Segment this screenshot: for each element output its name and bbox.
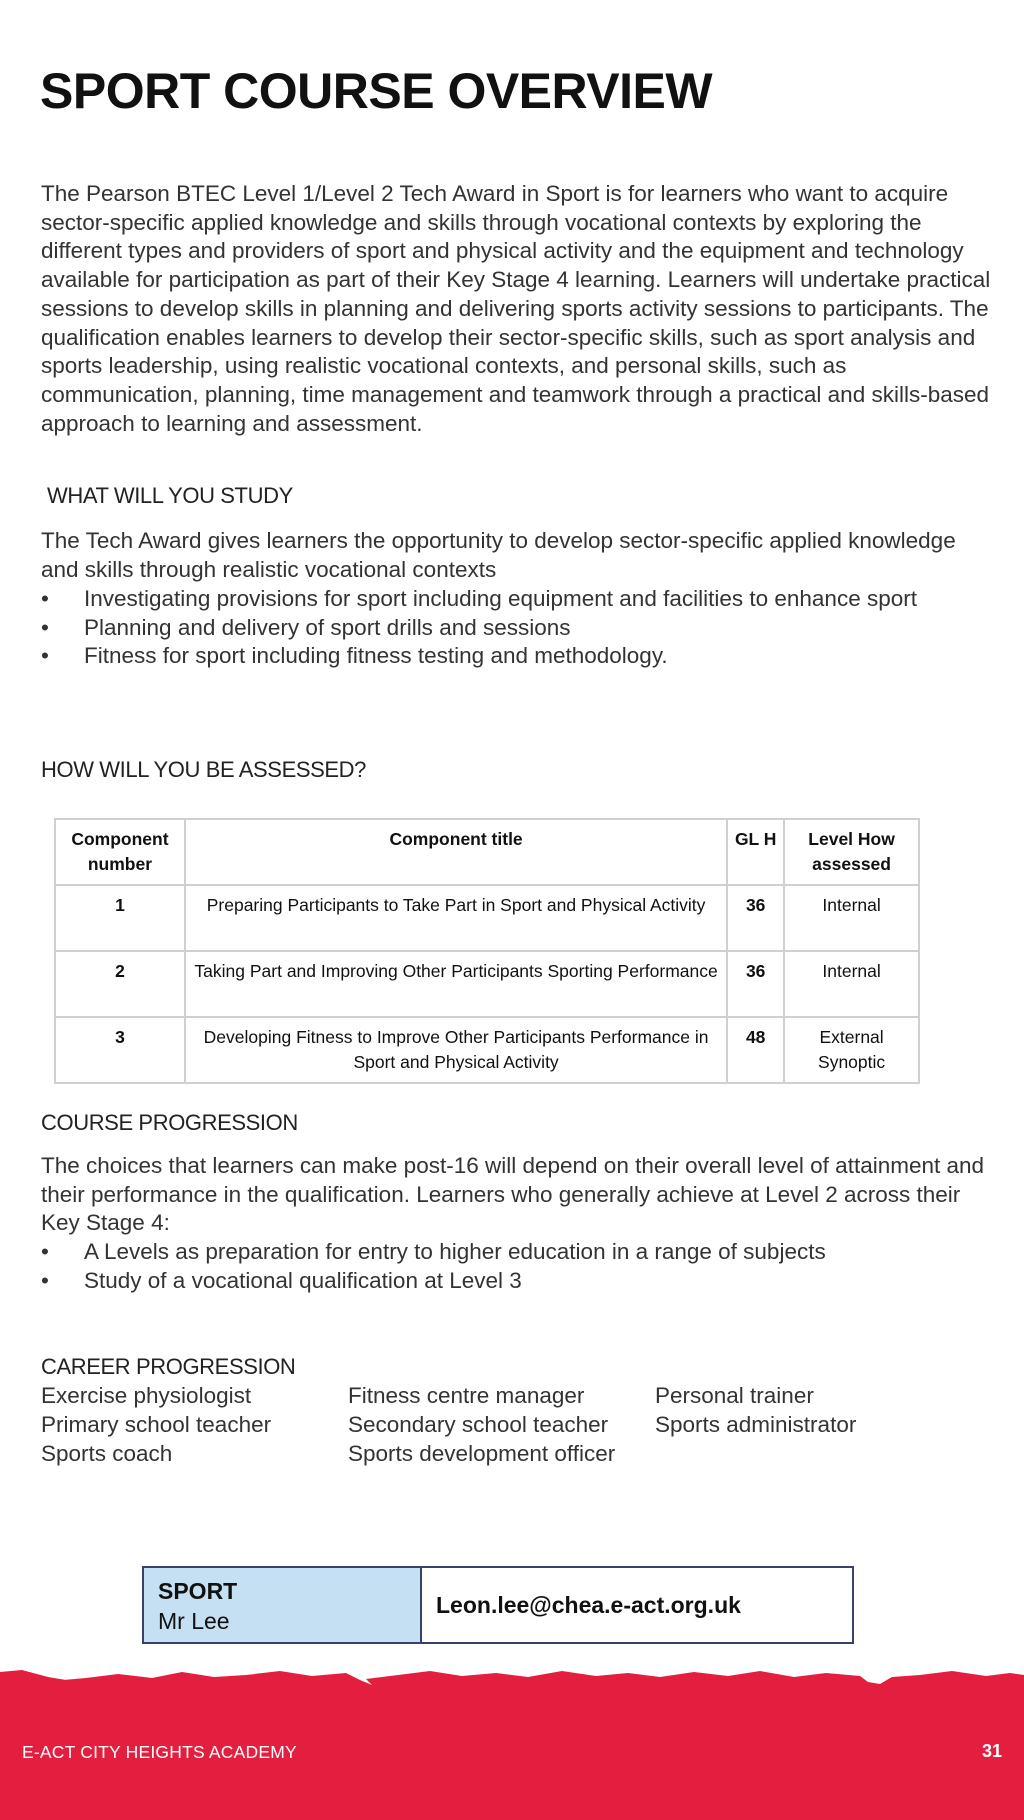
contact-box	[142, 1566, 854, 1644]
col-header-component-number: Component number	[55, 819, 185, 885]
contact-subject-cell	[144, 1568, 422, 1642]
table-row	[55, 951, 919, 1017]
contact-subject: SPORT	[158, 1578, 238, 1604]
cell-assessed: Internal	[784, 951, 919, 1017]
cell-component-title: Preparing Participants to Take Part in Sport and Physical Activity	[185, 885, 727, 951]
assessment-heading: HOW WILL YOU BE ASSESSED?	[41, 757, 366, 782]
col-header-glh: GL H	[727, 819, 784, 885]
progression-heading: COURSE PROGRESSION	[41, 1110, 298, 1135]
cell-component-number: 3	[55, 1017, 185, 1083]
col-header-component-title: Component title	[185, 819, 727, 885]
cell-assessed: Internal	[784, 885, 919, 951]
table-row	[55, 885, 919, 951]
footer-school-name: E-ACT CITY HEIGHTS ACADEMY	[22, 1742, 297, 1762]
progression-bullet: • Study of a vocational qualification at Level 3	[41, 1267, 981, 1296]
table-row	[55, 1017, 919, 1083]
cell-glh: 36	[727, 885, 784, 951]
career-item: Personal trainer	[655, 1383, 814, 1408]
career-item: Exercise physiologist	[41, 1383, 252, 1408]
study-bullet: • Fitness for sport including fitness testing and methodology.	[41, 642, 981, 671]
cell-component-title: Developing Fitness to Improve Other Participants Performance in Sport and Physical Activity	[185, 1017, 727, 1083]
career-item: Sports development officer	[348, 1440, 616, 1466]
cell-component-number: 1	[55, 885, 185, 951]
contact-teacher: Mr Lee	[158, 1608, 230, 1634]
progression-bullet-list	[41, 1238, 981, 1295]
page-title: SPORT COURSE OVERVIEW	[40, 63, 713, 119]
study-paragraph: The Tech Award gives learners the opportunity to develop sector-specific applied knowledge and skills through realistic vocational contexts	[41, 528, 956, 582]
cell-glh: 36	[727, 951, 784, 1017]
footer-band	[0, 1668, 1024, 1820]
cell-component-title: Taking Part and Improving Other Participants Sporting Performance	[185, 951, 727, 1017]
career-item: Fitness centre manager	[348, 1383, 585, 1408]
career-item: Primary school teacher	[41, 1411, 272, 1437]
table-header-row	[55, 819, 919, 885]
career-item: Sports administrator	[655, 1411, 857, 1437]
career-item: Sports coach	[41, 1440, 173, 1466]
cell-assessed: External Synoptic	[784, 1017, 919, 1083]
study-heading: WHAT WILL YOU STUDY	[47, 483, 293, 508]
progression-bullet: • A Levels as preparation for entry to higher education in a range of subjects	[41, 1238, 981, 1267]
footer-page-number: 31	[981, 1741, 1002, 1761]
career-item: Secondary school teacher	[348, 1411, 609, 1437]
study-bullet: • Investigating provisions for sport including equipment and facilities to enhance sport	[41, 585, 981, 614]
study-bullet: • Planning and delivery of sport drills and sessions	[41, 614, 981, 643]
intro-paragraph: The Pearson BTEC Level 1/Level 2 Tech Award in Sport is for learners who want to acquire sector-specific applied knowledge and skills through vocational contexts by exploring the different types and providers of sport and physical activity and the equipment and technology available for participation as part of their Key Stage 4 learning. Learners will undertake practical sessions to develop skills in planning and delivering sports activity sessions to participants. The qualification enables learners to develop their sector-specific skills, such as sport analysis and sports leadership, using realistic vocational contexts, and personal skills, such as communication, planning, time management and teamwork through a practical and skills-based approach to learning and assessment.	[41, 181, 991, 436]
study-bullet-list	[41, 585, 981, 671]
cell-glh: 48	[727, 1017, 784, 1083]
assessment-table	[54, 818, 920, 1084]
career-list	[41, 1382, 955, 1468]
progression-paragraph: The choices that learners can make post-16 will depend on their overall level of attainment and their performance in the qualification. Learners who generally achieve at Level 2 across their Key Stage 4:	[41, 1153, 985, 1236]
contact-email[interactable]: Leon.lee@chea.e-act.org.uk	[436, 1591, 741, 1618]
career-heading: CAREER PROGRESSION	[41, 1354, 296, 1379]
col-header-assessed: Level How assessed	[784, 819, 919, 885]
cell-component-number: 2	[55, 951, 185, 1017]
